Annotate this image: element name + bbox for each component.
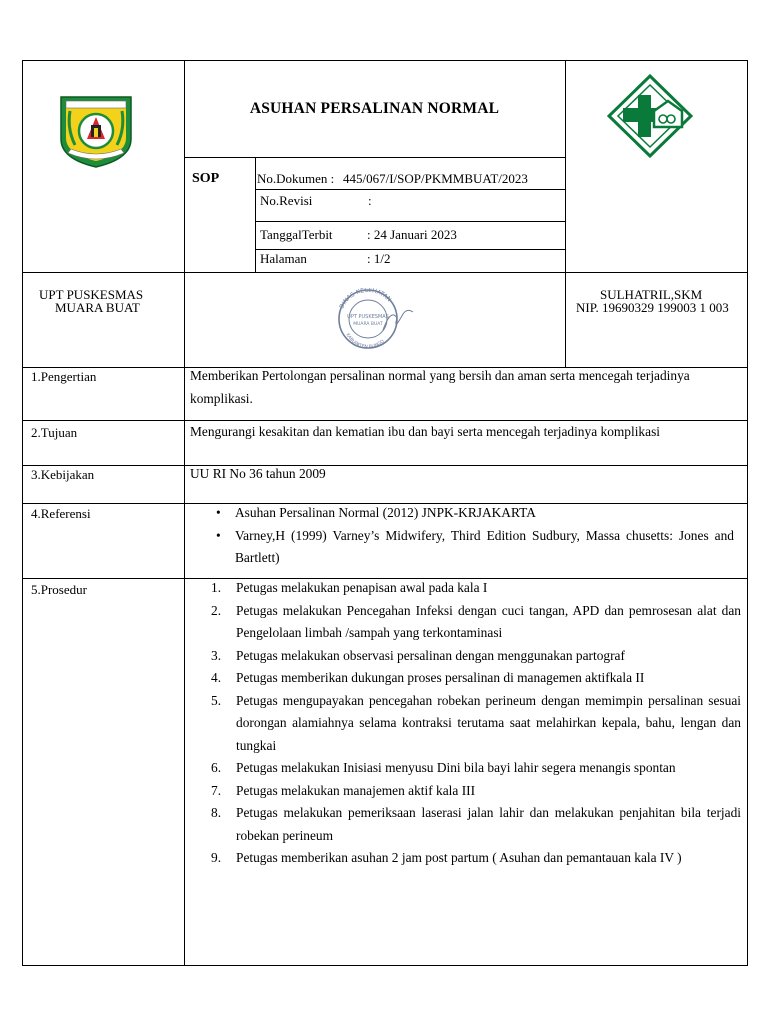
step-text: Petugas memberikan asuhan 2 jam post partum ( Asuhan dan pemantauan kala IV ) bbox=[236, 850, 682, 865]
list-item: • Varney,H (1999) Varney’s Midwifery, Third Edition Sudbury, Massa chusetts: Jones and Bartlett) bbox=[190, 525, 734, 570]
reference-list bbox=[190, 502, 734, 570]
doc-number-label: No.Dokumen : bbox=[257, 171, 335, 186]
issue-date-label: TanggalTerbit bbox=[260, 227, 333, 242]
step-number: 7. bbox=[211, 782, 222, 798]
step-text: Petugas melakukan observasi persalinan dengan menggunakan partograf bbox=[236, 647, 625, 663]
section-label-kebijakan: 3.Kebijakan bbox=[31, 467, 95, 482]
step-number: 1. bbox=[211, 580, 222, 595]
step-text: Petugas melakukan Inisiasi menyusu Dini bila bayi lahir segera menangis spontan bbox=[236, 760, 676, 775]
stamp-bottom-text: KABUPATEN BUNGO bbox=[344, 332, 386, 350]
list-item bbox=[189, 802, 741, 847]
list-item bbox=[189, 600, 741, 645]
list-item bbox=[189, 690, 741, 758]
section-label-prosedur: 5.Prosedur bbox=[31, 582, 87, 597]
stamp-center-line2: MUARA BUAT bbox=[353, 322, 383, 327]
step-number: 2. bbox=[211, 602, 222, 618]
step-number: 8. bbox=[211, 805, 222, 820]
list-item bbox=[189, 577, 741, 600]
svg-text:DINAS KESEHATAN bbox=[338, 288, 392, 310]
page-label: Halaman bbox=[260, 251, 307, 266]
puskesmas-logo-icon bbox=[606, 73, 694, 159]
step-number: 9. bbox=[211, 850, 222, 865]
org-name-line1: UPT PUSKESMAS bbox=[39, 287, 144, 302]
signer-name: SULHATRIL,SKM bbox=[600, 287, 703, 302]
list-item bbox=[189, 757, 741, 780]
doc-number-value: 445/067/I/SOP/PKMMBUAT/2023 bbox=[343, 171, 528, 186]
step-text: Petugas mengupayakan pencegahan robekan perineum dengan memimpin persalinan sesuai dorongan alamiahnya selama kontraksi terutama saat melahirkan kepala, bahu, lengan dan tungkai bbox=[236, 692, 741, 753]
section-label-pengertian: 1.Pengertian bbox=[31, 369, 97, 384]
step-text: Petugas melakukan Pencegahan Infeksi dengan cuci tangan, APD dan pemrosesan alat dan Pengelolaan limbah /sampah yang terkontaminasi bbox=[236, 602, 741, 640]
step-number: 6. bbox=[211, 760, 222, 775]
revision-label: No.Revisi bbox=[260, 193, 313, 208]
official-stamp bbox=[333, 288, 423, 350]
revision-value: : bbox=[368, 193, 372, 208]
svg-text:KABUPATEN BUNGO bbox=[344, 332, 385, 350]
signer-nip: NIP. 19690329 199003 1 003 bbox=[576, 300, 729, 315]
list-item bbox=[189, 667, 741, 690]
document-title: ASUHAN PERSALINAN NORMAL bbox=[249, 100, 500, 117]
stamp-center-line1: UPT PUSKESMAS bbox=[347, 314, 389, 320]
step-number: 5. bbox=[211, 692, 222, 708]
section-text-kebijakan: UU RI No 36 tahun 2009 bbox=[190, 466, 326, 481]
step-text: Petugas melakukan pemeriksaan laserasi jalan lahir dan melakukan penjahitan bila terjadi robekan perineum bbox=[236, 805, 741, 843]
section-text-pengertian: Memberikan Pertolongan persalinan normal yang bersih dan aman serta mencegah terjadinya komplikasi. bbox=[190, 368, 690, 406]
step-text: Petugas melakukan penapisan awal pada kala I bbox=[236, 580, 488, 595]
issue-date-value: : 24 Januari 2023 bbox=[367, 227, 457, 242]
section-label-referensi: 4.Referensi bbox=[31, 506, 91, 521]
list-item bbox=[189, 780, 741, 803]
step-number: 4. bbox=[211, 670, 222, 685]
list-item bbox=[189, 645, 741, 668]
step-number: 3. bbox=[211, 647, 222, 663]
regency-emblem-icon bbox=[55, 93, 137, 169]
page-value: : 1/2 bbox=[367, 251, 391, 266]
step-text: Petugas melakukan manajemen aktif kala III bbox=[236, 782, 476, 798]
sop-label: SOP bbox=[192, 171, 220, 186]
org-name-line2: MUARA BUAT bbox=[55, 300, 140, 315]
section-text-tujuan: Mengurangi kesakitan dan kematian ibu dan bayi serta mencegah terjadinya komplikasi bbox=[190, 424, 661, 439]
procedure-list bbox=[189, 577, 741, 870]
section-label-tujuan: 2.Tujuan bbox=[31, 425, 78, 440]
step-text: Petugas memberikan dukungan proses persalinan di managemen aktifkala II bbox=[236, 670, 645, 685]
list-item bbox=[189, 847, 741, 870]
stamp-outer-text: DINAS KESEHATAN bbox=[338, 288, 393, 310]
list-item: • Asuhan Persalinan Normal (2012) JNPK-KRJAKARTA bbox=[190, 502, 734, 525]
